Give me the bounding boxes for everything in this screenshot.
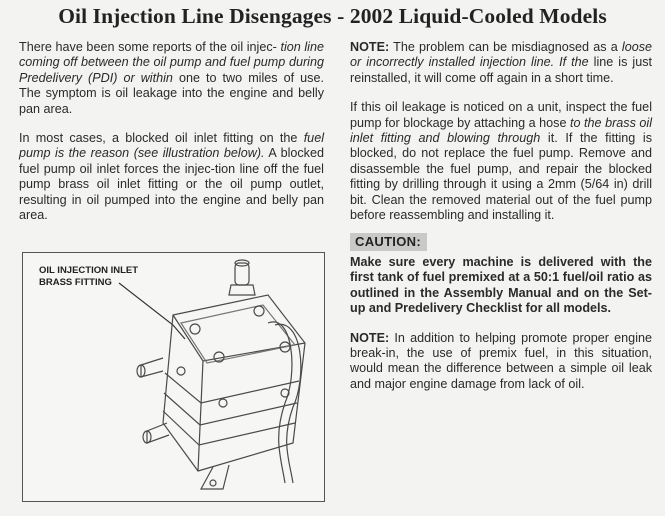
- cause-text-a: In most cases, a blocked oil inlet fitting on the: [19, 131, 304, 146]
- left-column: [19, 40, 324, 223]
- note-premix: [350, 331, 652, 393]
- figure-label: OIL INJECTION INLET BRASS FITTING: [39, 265, 139, 288]
- inspection-paragraph: [350, 100, 652, 223]
- fuel-pump-illustration: [22, 252, 325, 502]
- fuel-pump-drawing: [23, 253, 324, 501]
- note2-text: In addition to helping promote proper engine break-in, the use of premix fuel, in this situation, would mean the difference between a simple oil leak and major engine damage from lack of oil.: [350, 330, 652, 391]
- note1-text-italic: loose or incorrectly installed injection line. If the: [350, 40, 652, 70]
- inspect-text-italic: to the brass oil inlet fitting and blowing through: [350, 115, 652, 146]
- intro-paragraph: [19, 40, 324, 117]
- cause-text-italic: fuel pump is the reason (see illustration below).: [19, 131, 324, 161]
- intro-text-a: There have been some reports of the oil injec-: [19, 40, 277, 54]
- cause-paragraph: [19, 131, 324, 223]
- inspect-text-c: it. If the fitting is blocked, do not replace the fuel pump. Remove and disassemble the fuel pump, and repair the blocked fitting by drilling through it using a 2mm (5/64 in) drill bit. Clean the removed material out of the fuel pump before reassembling and installing it.: [350, 131, 652, 223]
- page-title: Oil Injection Line Disengages - 2002 Liquid-Cooled Models: [58, 4, 607, 28]
- inspect-text-a: If this oil leakage is noticed on a unit, inspect the fuel pump for blockage by attaching a hose: [350, 100, 652, 130]
- note-misdiagnosis: [350, 40, 652, 86]
- intro-text-c: one to two miles of use. The symptom is oil leakage into the engine and belly pan area.: [19, 70, 324, 116]
- caution-heading: [350, 233, 652, 250]
- note2-label: NOTE:: [350, 330, 390, 345]
- cause-text-c: A blocked fuel pump oil inlet forces the injec-tion line off the fuel pump brass oil inlet fitting or the oil pump outlet, resulting in oil pumped into the engine and belly pan area.: [19, 146, 324, 223]
- note1-text-a: The problem can be misdiagnosed as a: [389, 40, 622, 54]
- note1-text-c: line is just reinstalled, it will come off again in a short time.: [350, 55, 652, 85]
- caution-label: CAUTION:: [350, 233, 427, 250]
- intro-text-italic: tion line coming off between the oil pump and fuel pump during Predelivery (PDI) or within: [19, 40, 324, 85]
- caution-text: Make sure every machine is delivered with the first tank of fuel premixed at a 50:1 fuel/oil ratio as outlined in the Assembly Manual and on the Set-up and Predelivery Checklist for all models.: [350, 254, 652, 316]
- note-label: NOTE:: [350, 40, 390, 54]
- right-column: [350, 40, 652, 392]
